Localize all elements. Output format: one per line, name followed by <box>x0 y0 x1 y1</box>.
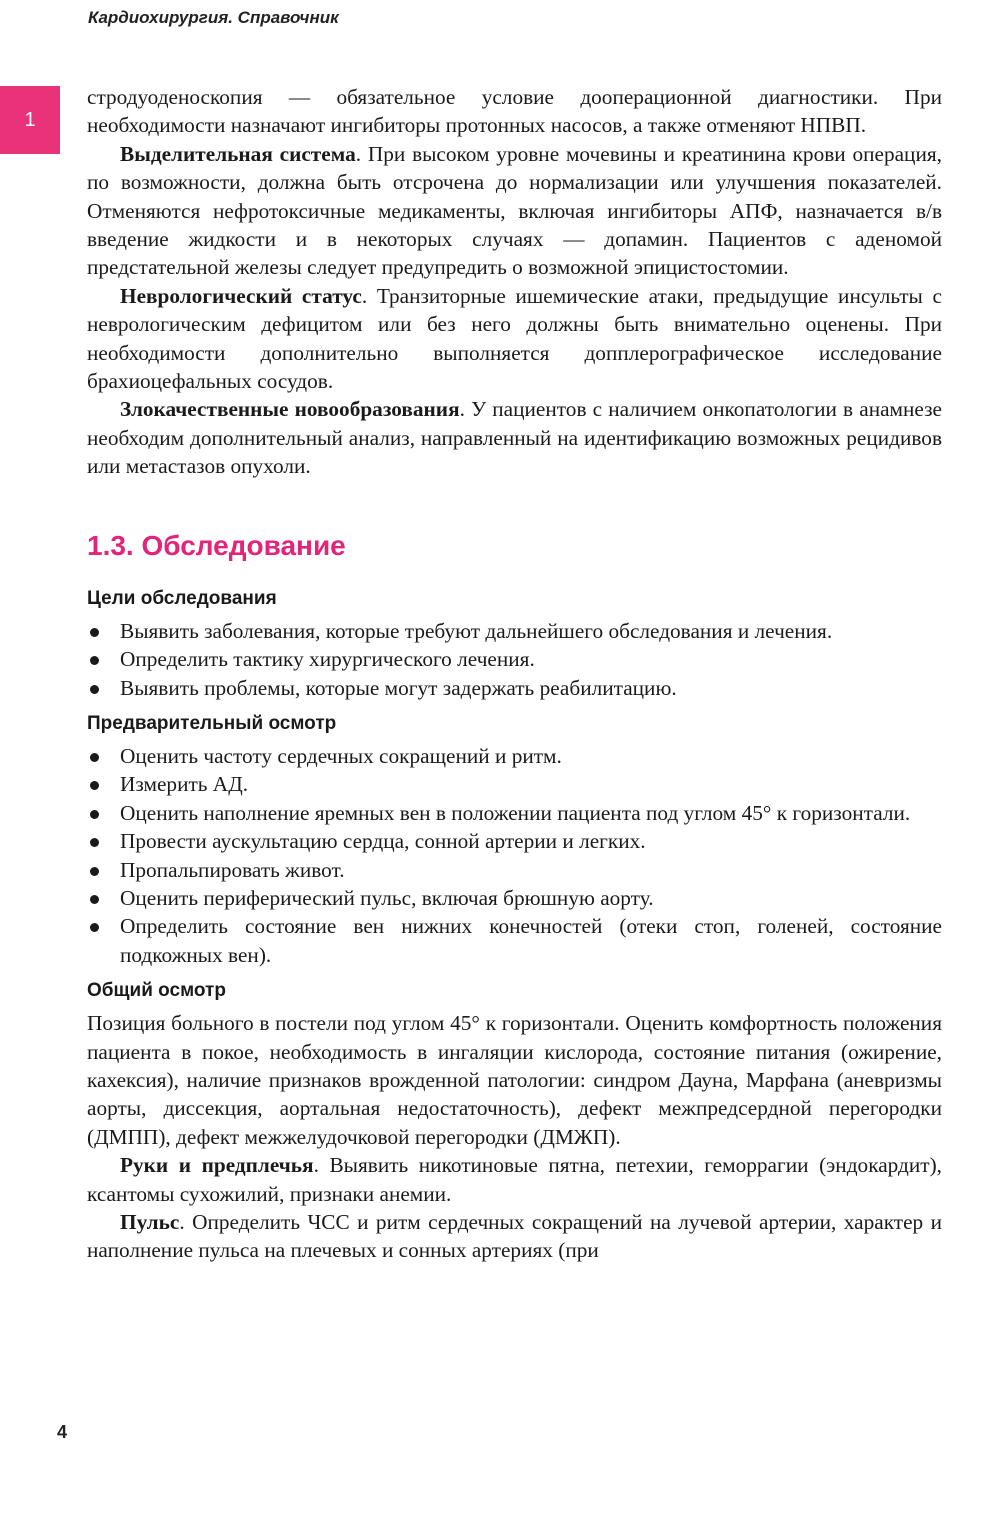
list-item: Измерить АД. <box>87 770 942 798</box>
bullet-icon <box>90 810 99 819</box>
preliminary-list <box>87 742 942 969</box>
hands-text: . Выявить никотиновые пятна, петехии, геморрагии (эндокардит), ксантомы сухожилий, признаки анемии. <box>87 1153 942 1206</box>
bullet-icon <box>90 895 99 904</box>
bullet-icon <box>90 781 99 790</box>
malignant-paragraph <box>87 395 942 480</box>
bullet-icon <box>90 685 99 694</box>
neuro-paragraph <box>87 282 942 396</box>
pulse-text: . Определить ЧСС и ритм сердечных сокращений на лучевой артерии, характер и наполнение пульса на плечевых и сонных артериях (при <box>87 1210 942 1263</box>
malignant-text: . У пациентов с наличием онкопатологии в анамнезе необходим дополнительный анализ, направленный на идентификацию возможных рецидивов или метастазов опухоли. <box>87 397 942 479</box>
list-item: Определить тактику хирургического лечения. <box>87 645 942 673</box>
list-item: Оценить периферический пульс, включая брюшную аорту. <box>87 884 942 912</box>
list-item: Выявить заболевания, которые требуют дальнейшего обследования и лечения. <box>87 617 942 645</box>
malignant-term: Злокачественные новообразования <box>120 397 460 422</box>
running-head: Кардиохирургия. Справочник <box>88 8 339 27</box>
neuro-text: . Транзиторные ишемические атаки, предыдущие инсульты с неврологическим дефицитом или без него должны быть внимательно оценены. При необходимости дополнительно выполняется допплерографическое исследование брахиоцефальных сосудов. <box>87 283 942 394</box>
page-number: 4 <box>57 1422 68 1442</box>
chapter-tab: 1 <box>0 86 60 154</box>
preliminary-heading: Предварительный осмотр <box>87 712 337 734</box>
hands-paragraph <box>87 1151 942 1208</box>
pulse-term: Пульс <box>120 1210 180 1234</box>
general-heading: Общий осмотр <box>87 980 226 1002</box>
hands-term: Руки и предплечья <box>120 1153 314 1178</box>
list-item: Определить состояние вен нижних конечностей (отеки стоп, голеней, состояние подкожных вен). <box>87 912 942 969</box>
intro-paragraph: стродуоденоскопия — обязательное условие дооперационной диагностики. При необходимости назначают ингибиторы протонных насосов, а также отменяют НПВП. <box>87 85 942 138</box>
excretory-text: . При высоком уровне мочевины и креатинина крови операция, по возможности, должна быть отсрочена до нормализации или улучшения показателей. Отменяются нефротоксичные медикаменты, включая ингибиторы АПФ, назначается в/в введение жидкости и в некоторых случаях — допамин. Пациентов с аденомой предстательной железы следует предупредить о возможной эпицистостомии. <box>87 141 942 280</box>
list-item: Оценить частоту сердечных сокращений и ритм. <box>87 742 942 770</box>
bullet-icon <box>90 838 99 847</box>
list-item: Провести аускультацию сердца, сонной артерии и легких. <box>87 827 942 855</box>
section-title: 1.3. Обследование <box>87 529 346 561</box>
neuro-term: Неврологический статус <box>120 283 362 308</box>
general-paragraph: Позиция больного в постели под углом 45° к горизонтали. Оценить комфортность положения пациента в покое, необходимость в ингаляции кислорода, состояние питания (ожирение, кахексия), наличие признаков врожденной патологии: синдром Дауна, Марфана (аневризмы аорты, диссекция, аортальная недостаточность), дефект межпредсердной перегородки (ДМПП), дефект межжелудочковой перегородки (ДМЖП). <box>87 1011 942 1149</box>
bullet-icon <box>90 628 99 637</box>
bullet-icon <box>90 923 99 932</box>
list-item: Оценить наполнение яремных вен в положении пациента под углом 45° к горизонтали. <box>87 799 942 827</box>
list-item: Пропальпировать живот. <box>87 856 942 884</box>
page-content <box>87 83 942 1265</box>
list-item: Выявить проблемы, которые могут задержать реабилитацию. <box>87 674 942 702</box>
excretory-paragraph <box>87 140 942 282</box>
goals-list <box>87 617 942 702</box>
excretory-term: Выделительная система <box>120 141 356 166</box>
bullet-icon <box>90 753 99 762</box>
pulse-paragraph <box>87 1208 942 1265</box>
bullet-icon <box>90 656 99 665</box>
goals-heading: Цели обследования <box>87 587 277 609</box>
bullet-icon <box>90 867 99 876</box>
